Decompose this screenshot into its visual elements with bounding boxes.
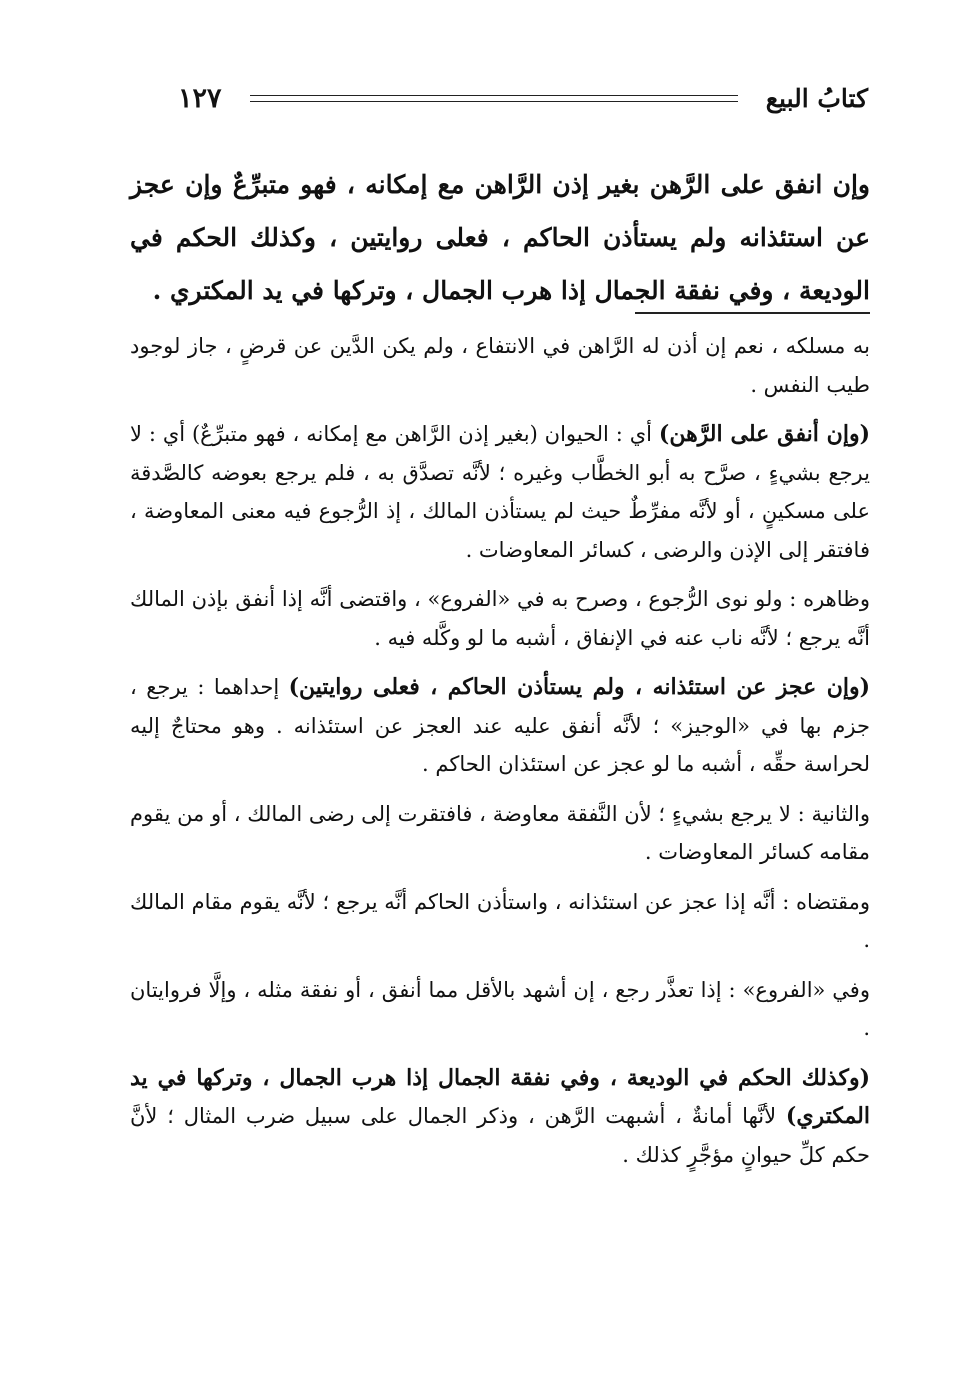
commentary-paragraph [130, 580, 870, 657]
running-title: كتابُ البيع [765, 83, 868, 113]
commentary [130, 327, 870, 1185]
commentary-paragraph [130, 795, 870, 872]
commentary-text: لأنَّها أمانةٌ ، أشبهت الرَّهن ، وذكر الجمال على سبيل ضرب المثال ؛ لأنَّ حكم كلِّ حيوانٍ مؤجَّرٍ كذلك . [130, 1104, 870, 1167]
commentary-paragraph [130, 668, 870, 784]
commentary-text: إحداهما : يرجع ، جزم بها في «الوجيز» ؛ لأنَّه أنفق عليه عند العجز عن استئذانه . وهو محتاجٌ إليه لحراسة حقِّه ، أشبه ما لو عجز عن استئذان الحاكم . [130, 675, 870, 776]
separator-rule [635, 312, 870, 314]
header-rule [250, 95, 738, 102]
commentary-text: والثانية : لا يرجع بشيءٍ ؛ لأن النَّفقة معاوضة ، فافتقرت إلى رضى المالك ، أو من يقوم مقامه كسائر المعاوضات . [130, 801, 870, 864]
page-header [178, 78, 868, 118]
quoted-matn: (وكذلك الحكم في الوديعة ، وفي نفقة الجمال إذا هرب الجمال ، وتركها في يد المكتري) [130, 1064, 870, 1129]
commentary-paragraph [130, 883, 870, 960]
commentary-paragraph [130, 971, 870, 1048]
page-number: ١٢٧ [178, 82, 222, 114]
commentary-text: به مسلكه ، نعم إن أذن له الرَّاهن في الانتفاع ، ولم يكن الدَّين عن قرضٍ ، جاز لوجود طيب النفس . [130, 334, 870, 397]
commentary-paragraph [130, 327, 870, 404]
quoted-matn: (وإن أنفق على الرَّهن) [658, 421, 870, 447]
main-text: وإن انفق على الرَّهن بغير إذن الرَّاهن مع إمكانه ، فهو متبرِّعٌ وإن عجز عن استئذانه ولم يستأذن الحاكم ، فعلى روايتين ، وكذلك الحكم في الوديعة ، وفي نفقة الجمال إذا هرب الجمال ، وتركها في يد المكتري . [130, 170, 871, 305]
commentary-text: ومقتضاه : أنَّه إذا عجز عن استئذانه ، واستأذن الحاكم أنَّه يرجع ؛ لأنَّه يقوم مقام المالك . [130, 889, 870, 952]
commentary-paragraph [130, 1059, 870, 1175]
commentary-text: وظاهره : ولو نوى الرُّجوع ، وصرح به في «الفروع» ، واقتضى أنَّه إذا أنفق بإذن المالك أنَّه يرجع ؛ لأنَّه ناب عنه في الإنفاق ، أشبه ما لو وكَّله فيه . [130, 587, 870, 650]
commentary-text: وفي «الفروع» : إذا تعذَّر رجع ، إن أشهد بالأقل مما أنفق ، أو نفقة مثله ، وإلَّا فروايتان . [130, 977, 870, 1040]
commentary-text: أي : الحيوان (بغير إذن الرَّاهن مع إمكانه ، فهو متبرِّعٌ) أي : لا يرجع بشيءٍ ، صرَّح به أبو الخطَّاب وغيره ؛ لأنَّه تصدَّق به ، فلم يرجع بعوضه كالصَّدقة على مسكينٍ ، أو لأنَّه مفرِّطٌ حيث لم يستأذن المالك ، إذ الرُّجوع فيه معنى المعاوضة ، فافتقر إلى الإذن والرضى ، كسائر المعاوضات . [130, 422, 870, 562]
quoted-matn: (وإن عجز عن استئذانه ، ولم يستأذن الحاكم ، فعلى روايتين) [288, 674, 870, 700]
commentary-paragraph [130, 415, 870, 569]
